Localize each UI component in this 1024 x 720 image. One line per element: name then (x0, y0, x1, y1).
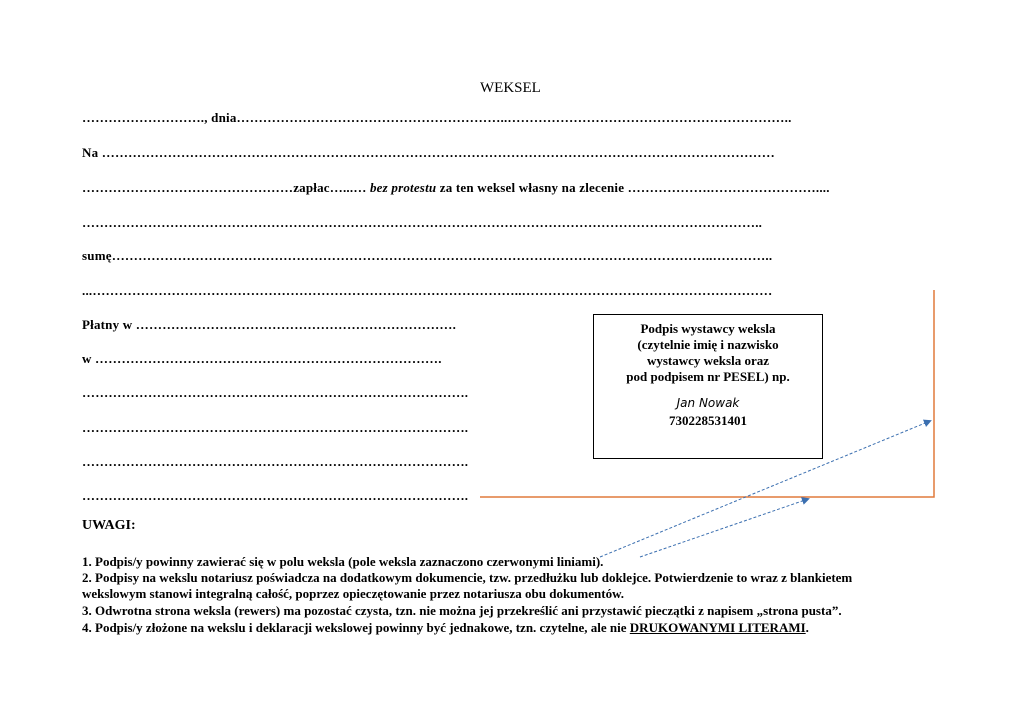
signature-box-line-2: (czytelnie imię i nazwisko (637, 337, 779, 352)
handwritten-signature: Jan Nowak (676, 396, 740, 410)
payee-line: Na ……………………………………………………………………………………………………………………………………… (82, 145, 775, 160)
amount-words-line: ...……………………………………………………………………………………..………………………………………………… (82, 283, 773, 298)
left-blank-line-4: ……………………………………………………………………………. (82, 488, 469, 503)
place-date-line: ………………………., dnia……………………………………………………..……………………………………………………….. (82, 110, 792, 125)
note-4-end: . (805, 620, 809, 635)
note-4 (82, 620, 809, 636)
pay-line-italic: bez protestu (369, 180, 437, 195)
signature-box-line-3: wystawcy weksla oraz (646, 353, 770, 368)
signature-box-line-1: Podpis wystawcy weksla (640, 321, 776, 336)
signature-box-line-4: pod podpisem nr PESEL) np. (626, 369, 790, 384)
note-4-text: 4. Podpis/y złożone na wekslu i deklaracji wekslowej powinny być jednakowe, tzn. czytelne, ale nie (82, 620, 630, 635)
note-4-underlined: DRUKOWANYMI LITERAMI (629, 620, 806, 635)
note-2-line-1: 2. Podpisy na wekslu notariusz poświadcza na dodatkowym dokumencie, tzw. przedłużku lub doklejce. Potwierdzenie to wraz z blankietem (82, 570, 853, 585)
left-blank-line-3: ……………………………………………………………………………. (82, 454, 469, 469)
left-blank-line-1: ……………………………………………………………………………. (82, 385, 469, 400)
note-2-line-2: wekslowym stanowi integralną całość, poprzez opieczętowanie przez notariusza obu dokumentów. (82, 586, 624, 601)
payable-in-line: Płatny w ………………………………………………………………. (82, 317, 457, 332)
notes-title: UWAGI: (82, 518, 136, 533)
note-1: 1. Podpis/y powinny zawierać się w polu weksla (pole weksla zaznaczono czerwonymi liniami). (82, 554, 604, 569)
left-blank-line-2: ……………………………………………………………………………. (82, 420, 469, 435)
payable-at-line: w ……………………………………………………………………. (82, 351, 442, 366)
pesel-number: 730228531401 (669, 413, 747, 428)
blank-line: ……………………………………………………………………………………………………………………………………….. (82, 215, 763, 230)
document-title: WEKSEL (480, 80, 541, 96)
pay-line-prefix: …………………………………………zapłac…...… (82, 180, 370, 195)
note-3: 3. Odwrotna strona weksla (rewers) ma pozostać czysta, tzn. nie można jej przekreślić ani przystawić pieczątki z napisem „strona pusta”. (82, 603, 842, 618)
amount-line: sumę………………………………………………………………………………………………………………………..………….. (82, 248, 773, 263)
signature-example-box (593, 314, 823, 459)
pay-line-suffix: za ten weksel własny na zlecenie ……………….…………………….... (436, 180, 830, 195)
arrow-to-field-bottom (640, 499, 808, 557)
